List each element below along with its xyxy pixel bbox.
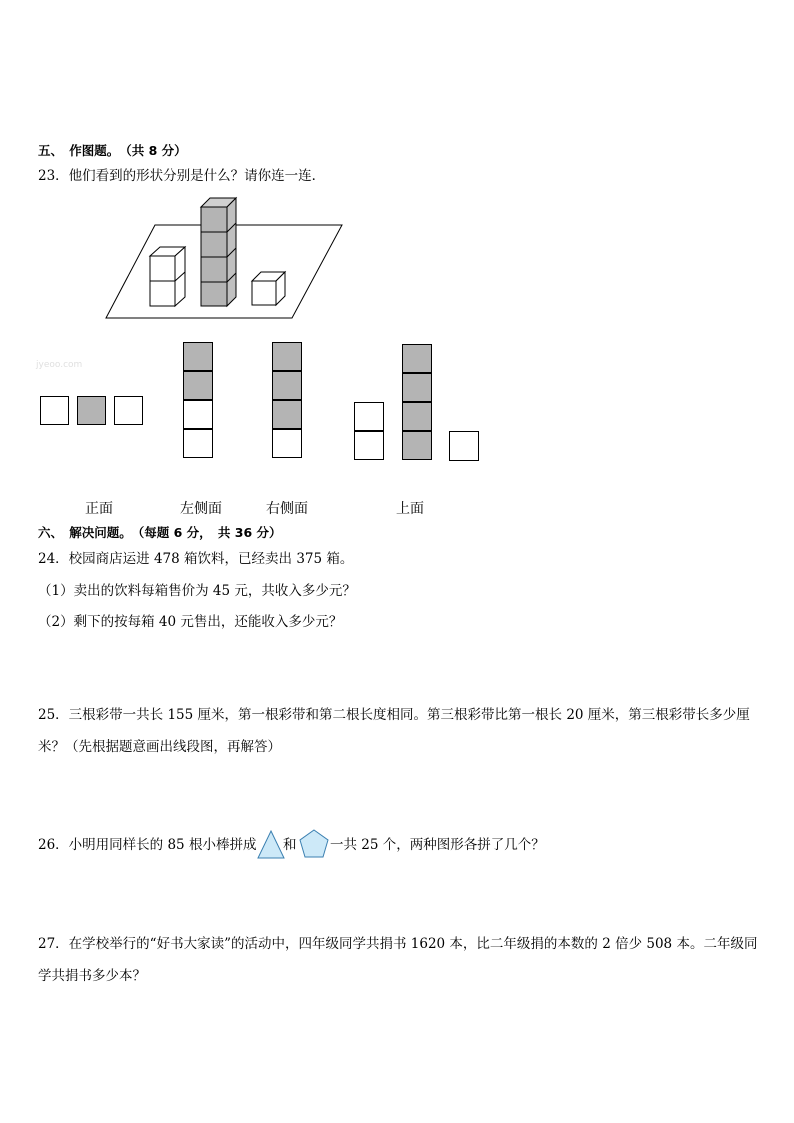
square-white [449,431,479,461]
square-gray [272,400,302,429]
question-26-part-2: 和 [283,837,297,853]
middle-stack [201,198,236,306]
square-gray [272,342,302,371]
square-white [114,396,143,425]
label-right-side: 右侧面 [266,501,308,517]
question-26-part-3: 一共 25 个，两种图形各拼了几个？ [330,837,545,853]
question-26-part-1: 26．小明用同样长的 85 根小棒拼成 [38,837,257,853]
square-gray [272,371,302,400]
square-gray [183,342,213,371]
square-gray [402,402,432,431]
section-5-heading: 五、 作图题。 （共 8 分） [38,143,187,158]
square-white [183,429,213,458]
question-24-part-2: （2）剩下的按每箱 40 元售出，还能收入多少元？ [38,614,343,630]
square-gray [402,344,432,373]
label-front: 正面 [85,501,113,517]
label-top: 上面 [396,501,424,517]
question-27-line-2: 学共捐书多少本？ [38,968,146,984]
question-23: 23．他们看到的形状分别是什么？请你连一连． [38,168,326,184]
question-24-part-1: （1）卖出的饮料每箱售价为 45 元，共收入多少元？ [38,583,356,599]
question-24: 24．校园商店运进 478 箱饮料，已经卖出 375 箱。 [38,551,354,567]
square-white [272,429,302,458]
square-gray [402,373,432,402]
question-27-line-1: 27．在学校举行的“好书大家读”的活动中，四年级同学共捐书 1620 本，比二年级捐的本数的 2 倍少 508 本。二年级同 [38,936,758,952]
square-gray [183,371,213,400]
left-stack [150,247,185,306]
square-white [40,396,69,425]
square-gray [402,431,432,460]
square-white [183,400,213,429]
square-white [354,431,384,460]
question-25-line-2: 米？（先根据题意画出线段图，再解答） [38,739,281,755]
right-cube [252,272,285,305]
square-white [354,402,384,431]
watermark: jyeoo.com [36,360,83,370]
pentagon-icon [298,828,330,860]
square-gray [77,396,106,425]
section-6-heading: 六、 解决问题。 （每题 6 分， 共 36 分） [38,525,282,540]
label-left-side: 左侧面 [180,501,222,517]
question-25-line-1: 25．三根彩带一共长 155 厘米，第一根彩带和第二根长度相同。第三根彩带比第一根长 20 厘米，第三根彩带长多少厘 [38,707,750,723]
triangle-icon [256,829,286,861]
